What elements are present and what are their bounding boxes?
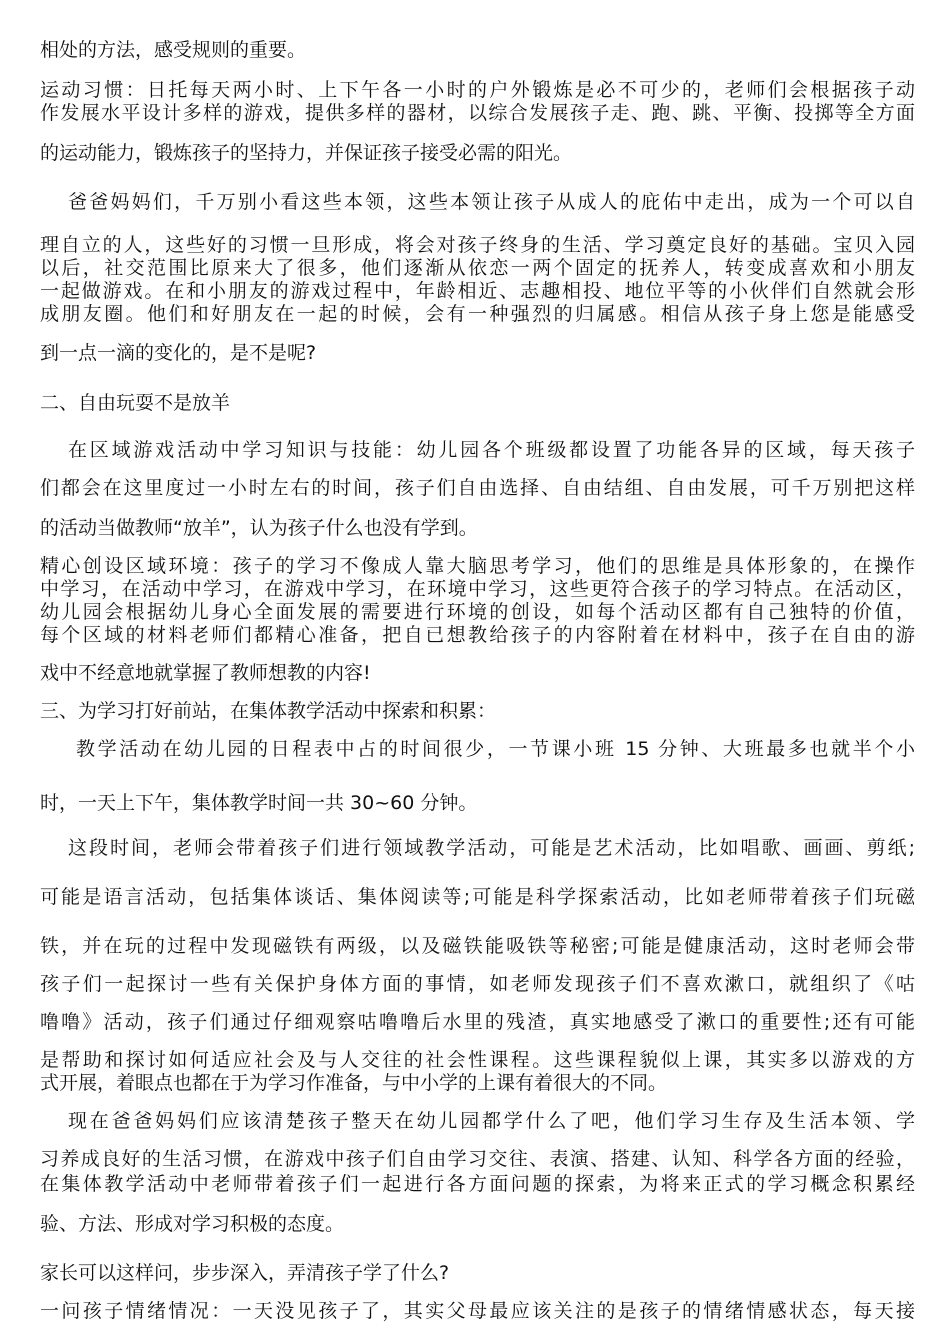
text-line-29: 式开展，着眼点也都在于为学习作准备，与中小学的上课有着很大的不同。 bbox=[40, 1072, 668, 1094]
text-line-21: 教学活动在幼儿园的日程表中占的时间很少，一节课小班 15 分钟、大班最多也就半个小 bbox=[76, 738, 915, 760]
text-line-18: 每个区域的材料老师们都精心准备，把自已想教给孩子的内容附着在材料中，孩子在自由的游 bbox=[40, 624, 915, 646]
section-heading-3: 三、为学习打好前站，在集体教学活动中探索和积累： bbox=[40, 700, 497, 722]
text-line-7: 以后，社交范围比原来大了很多，他们逐渐从依恋一两个固定的抚养人，转变成喜欢和小朋友 bbox=[40, 257, 915, 279]
text-line-1: 相处的方法，感受规则的重要。 bbox=[40, 39, 307, 61]
text-line-16: 中学习，在活动中学习，在游戏中学习，在环境中学习，这些更符合孩子的学习特点。在活动区， bbox=[40, 578, 915, 600]
subheading-parents: 家长可以这样问，步步深入，弄清孩子学了什么? bbox=[40, 1262, 450, 1284]
text-line-31: 习养成良好的生活习惯，在游戏中孩子们自由学习交往、表演、搭建、认知、科学各方面的经验， bbox=[40, 1148, 915, 1170]
text-line-27: 噜噜》活动，孩子们通过仔细观察咕噜噜后水里的残渣，真实地感受了漱口的重要性;还有可能 bbox=[40, 1011, 915, 1033]
text-line-24: 可能是语言活动，包括集体谈话、集体阅读等;可能是科学探索活动，比如老师带着孩子们玩磁 bbox=[40, 886, 915, 908]
text-line-14: 的活动当做教师“放羊”，认为孩子什么也没有学到。 bbox=[40, 517, 478, 539]
text-line-19: 戏中不经意地就掌握了教师想教的内容! bbox=[40, 662, 371, 684]
text-line-3: 作发展水平设计多样的游戏，提供多样的器材，以综合发展孩子走、跑、跳、平衡、投掷等全方面 bbox=[40, 102, 915, 124]
text-line-33: 验、方法、形成对学习积极的态度。 bbox=[40, 1213, 345, 1235]
text-line-5: 爸爸妈妈们，千万别小看这些本领，这些本领让孩子从成人的庇佑中走出，成为一个可以自 bbox=[68, 191, 915, 213]
text-line-28: 是帮助和探讨如何适应社会及与人交往的社会性课程。这些课程貌似上课，其实多以游戏的方 bbox=[40, 1049, 915, 1071]
text-line-26: 孩子们一起探讨一些有关保护身体方面的事情，如老师发现孩子们不喜欢漱口，就组织了《咕 bbox=[40, 973, 915, 995]
text-line-17: 幼儿园会根据幼儿身心全面发展的需要进行环境的创设，如每个活动区都有自己独特的价值， bbox=[40, 601, 915, 623]
text-line-35: 一问孩子情绪情况：一天没见孩子了，其实父母最应该关注的是孩子的情绪情感状态，每天接 bbox=[40, 1300, 915, 1322]
text-line-2: 运动习惯：日托每天两小时、上下午各一小时的户外锻炼是必不可少的，老师们会根据孩子动 bbox=[40, 79, 915, 101]
text-line-9: 成朋友圈。他们和好朋友在一起的时候，会有一种强烈的归属感。相信从孩子身上您是能感受 bbox=[40, 303, 915, 325]
text-line-8: 一起做游戏。在和小朋友的游戏过程中，年龄相近、志趣相投、地位平等的小伙伴们自然就会形 bbox=[40, 280, 915, 302]
text-line-6: 理自立的人，这些好的习惯一旦形成，将会对孩子终身的生活、学习奠定良好的基础。宝贝入园 bbox=[40, 234, 915, 256]
text-line-12: 在区域游戏活动中学习知识与技能：幼儿园各个班级都设置了功能各异的区域，每天孩子 bbox=[68, 439, 915, 461]
text-line-15: 精心创设区域环境：孩子的学习不像成人靠大脑思考学习，他们的思维是具体形象的，在操作 bbox=[40, 555, 915, 577]
text-line-32: 在集体教学活动中老师带着孩子们一起进行各方面问题的探索，为将来正式的学习概念积累经 bbox=[40, 1173, 915, 1195]
text-line-22: 时，一天上下午，集体教学时间一共 30~60 分钟。 bbox=[40, 792, 478, 814]
section-heading-2: 二、自由玩耍不是放羊 bbox=[40, 392, 231, 414]
text-line-25: 铁，并在玩的过程中发现磁铁有两级，以及磁铁能吸铁等秘密;可能是健康活动，这时老师会带 bbox=[40, 935, 915, 957]
text-line-10: 到一点一滴的变化的，是不是呢? bbox=[40, 342, 317, 364]
text-line-13: 们都会在这里度过一小时左右的时间，孩子们自由选择、自由结组、自由发展，可千万别把这样 bbox=[40, 477, 915, 499]
text-line-23: 这段时间，老师会带着孩子们进行领域教学活动，可能是艺术活动，比如唱歌、画画、剪纸; bbox=[68, 837, 915, 859]
text-line-30: 现在爸爸妈妈们应该清楚孩子整天在幼儿园都学什么了吧，他们学习生存及生活本领、学 bbox=[68, 1110, 915, 1132]
text-line-4: 的运动能力，锻炼孩子的坚持力，并保证孩子接受必需的阳光。 bbox=[40, 142, 573, 164]
